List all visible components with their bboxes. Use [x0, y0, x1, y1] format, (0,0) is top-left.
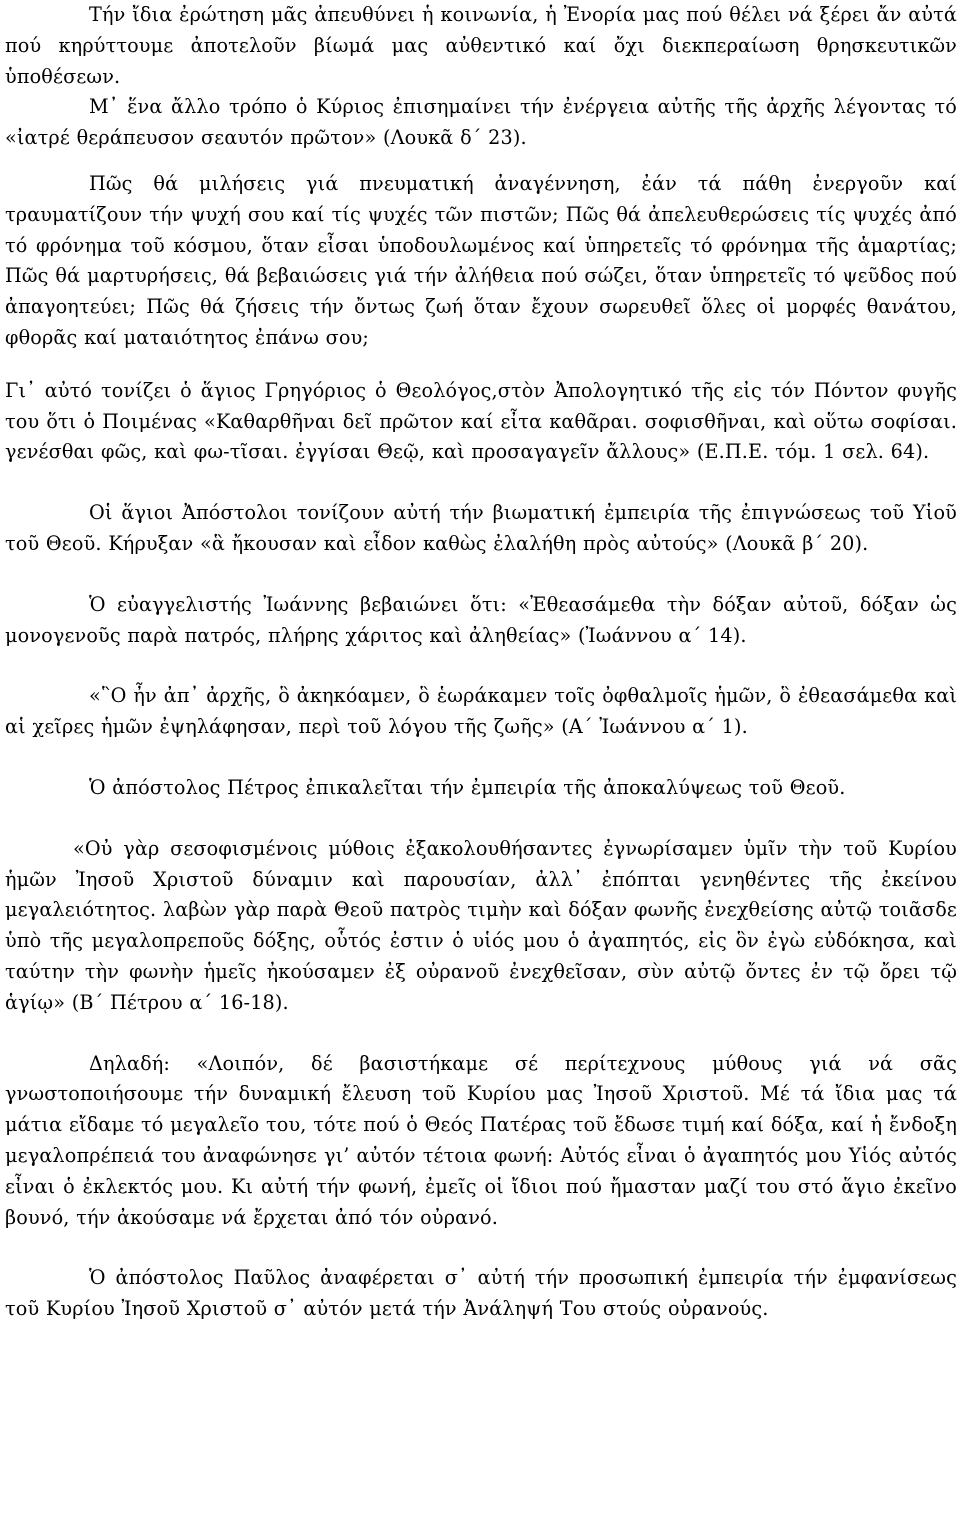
paragraph-2: Μ᾽ ἕνα ἄλλο τρόπο ὁ Κύριος ἐπισημαίνει τήν ἐνέργεια αὐτῆς τῆς ἀρχῆς λέγοντας τό «ἰατρέ θεράπευσον σεαυτόν πρῶτον» (Λουκᾶ δ΄ 23).	[5, 95, 957, 150]
paragraph-10: Δηλαδή: «Λοιπόν, δέ βασιστήκαμε σέ περίτεχνους μύθους γιά νά σᾶς γνωστοποιήσουμε τήν δυναμική ἔλευση τοῦ Κυρίου μας Ἰησοῦ Χριστοῦ. Μέ τά ἴδια μας τά μάτια εἴδαμε τό μεγαλεῖο του, τότε πού ὁ Θεός Πατέρας τοῦ ἔδωσε τιμή καί δόξα, καί ἡ ἔνδοξη μεγαλοπρέπειά του ἀναφώνησε γι’ αὐτόν τέτοια φωνή: Αὐτός εἶναι ὁ ἀγαπητός μου Υἱός αὐτός εἶναι ὁ ἐκλεκτός μου. Κι αὐτή τήν φωνή, ἐμεῖς οἱ ἴδιοι πού ἤμασταν μαζί του στό ἅγιο ἐκεῖνο βουνό, τήν ἀκούσαμε νά ἔρχεται ἀπό τόν οὐρανό.	[5, 1051, 957, 1229]
paragraph-3: Πῶς θά μιλήσεις γιά πνευματική ἀναγέννηση, ἐάν τά πάθη ἐνεργοῦν καί τραυματίζουν τήν ψυχή σου καί τίς ψυχές τῶν πιστῶν; Πῶς θά ἀπελευθερώσεις τίς ψυχές ἀπό τό φρόνημα τοῦ κόσμου, ὅταν εἶσαι ὑποδουλωμένος καί ὑπηρετεῖς τό φρόνημα τῆς ἁμαρτίας; Πῶς θά μαρτυρήσεις, θά βεβαιώσεις γιά τήν ἀλήθεια πού σώζει, ὅταν ὑπηρετεῖς τό ψεῦδος πού ἀπαγοητεύει; Πῶς θά ζήσεις τήν ὄντως ζωή ὅταν ἔχουν σωρευθεῖ ὅλες οἱ μορφές θανάτου, φθορᾶς καί ματαιότητος ἐπάνω σου;	[5, 171, 957, 349]
paragraph-9: «Οὐ γὰρ σεσοφισμένοις μύθοις ἐξακολουθήσαντες ἐγνωρίσαμεν ὑμῖν τὴν τοῦ Κυρίου ἡμῶν Ἰησοῦ Χριστοῦ δύναμιν καὶ παρουσίαν, ἀλλ᾽ ἐπόπται γενηθέντες τῆς ἐκείνου μεγαλειότητος. λαβὼν γὰρ παρὰ Θεοῦ πατρὸς τιμὴν καὶ δόξαν φωνῆς ἐνεχθείσης αὐτῷ τοιᾶσδε ὑπὸ τῆς μεγαλοπρεποῦς δόξης, οὗτός ἐστιν ὁ υἱός μου ὁ ἀγαπητός, εἰς ὃν ἐγὼ εὐδόκησα, καὶ ταύτην τὴν φωνὴν ἡμεῖς ἠκούσαμεν ἐξ οὐρανοῦ ἐνεχθεῖσαν, σὺν αὐτῷ ὄντες ἐν τῷ ὄρει τῷ ἁγίῳ» (Β΄ Πέτρου α΄ 16-18).	[5, 836, 957, 1014]
paragraph-6: Ὁ εὐαγγελιστής Ἰωάννης βεβαιώνει ὅτι: «Ἐθεασάμεθα τὴν δόξαν αὐτοῦ, δόξαν ὡς μονογενοῦς παρὰ πατρός, πλήρης χάριτος καὶ ἀληθείας» (Ἰωάννου α΄ 14).	[5, 592, 957, 647]
paragraph-1: Τήν ἴδια ἐρώτηση μᾶς ἀπευθύνει ἡ κοινωνία, ἡ Ἐνορία μας πού θέλει νά ξέρει ἄν αὐτά πού κηρύττουμε ἀποτελοῦν βίωμά μας αὐθεντικό καί ὄχι διεκπεραίωση θρησκευτικῶν ὑποθέσεων.	[5, 3, 957, 88]
document-page	[5, 0, 957, 1325]
paragraph-5: Οἱ ἅγιοι Ἀπόστολοι τονίζουν αὐτή τήν βιωματική ἐμπειρία τῆς ἐπιγνώσεως τοῦ Υἱοῦ τοῦ Θεοῦ. Κήρυξαν «ἃ ἤκουσαν καὶ εἶδον καθὼς ἐλαλήθη πρὸς αὐτούς» (Λουκᾶ β΄ 20).	[5, 501, 957, 555]
paragraph-4: Γι᾽ αὐτό τονίζει ὁ ἅγιος Γρηγόριος ὁ Θεολόγος,στὸν Ἀπολογητικό τῆς εἰς τόν Πόντον φυγῆς του ὅτι ὁ Ποιμένας «Καθαρθῆναι δεῖ πρῶτον καί εἶτα καθᾶραι. σοφισθῆναι, καὶ οὕτω σοφίσαι. γενέσθαι φῶς, καὶ φω-τῖσαι. ἐγγίσαι Θεῷ, καὶ προσαγαγεῖν ἄλλους» (Ε.Π.Ε. τόμ. 1 σελ. 64).	[5, 378, 957, 464]
paragraph-7: «῝Ο ἦν ἀπ᾽ ἀρχῆς, ὃ ἀκηκόαμεν, ὃ ἑωράκαμεν τοῖς ὀφθαλμοῖς ἡμῶν, ὃ ἐθεασάμεθα καὶ αἱ χεῖρες ἡμῶν ἐψηλάφησαν, περὶ τοῦ λόγου τῆς ζωῆς» (Α΄ Ἰωάννου α΄ 1).	[5, 684, 957, 739]
paragraph-8: Ὁ ἀπόστολος Πέτρος ἐπικαλεῖται τήν ἐμπειρία τῆς ἀποκαλύψεως τοῦ Θεοῦ.	[89, 775, 846, 799]
paragraph-11: Ὁ ἀπόστολος Παῦλος ἀναφέρεται σ᾽ αὐτή τήν προσωπική ἐμπειρία τήν ἐμφανίσεως τοῦ Κυρίου Ἰησοῦ Χριστοῦ σ᾽ αὐτόν μετά τήν Ἀνάληψή Του στούς οὐρανούς.	[5, 1266, 957, 1321]
